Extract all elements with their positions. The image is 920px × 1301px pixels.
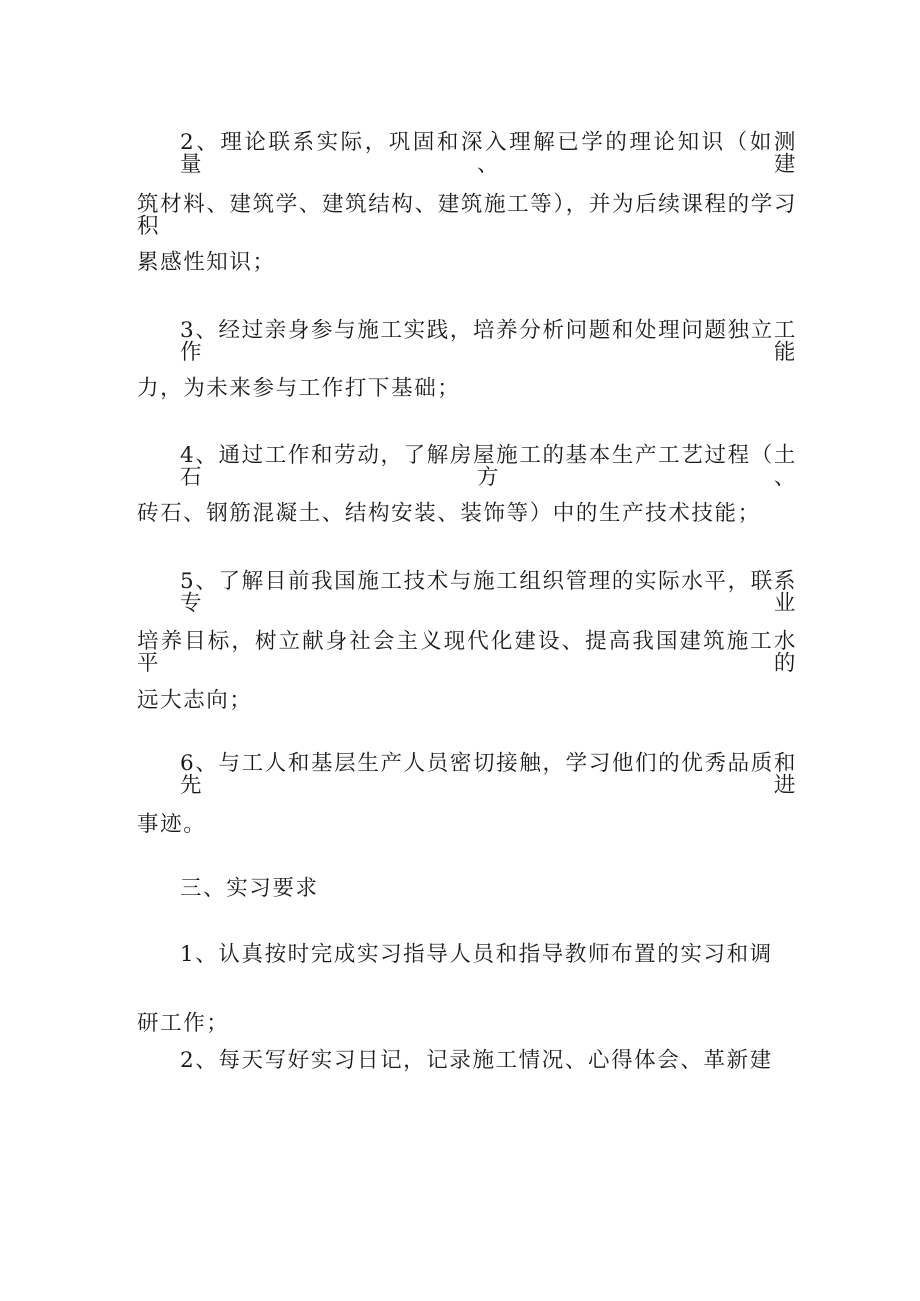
paragraph-5-line-2: 培养目标，树立献身社会主义现代化建设、提高我国建筑施工水平的 <box>137 629 797 676</box>
paragraph-4-line-1: 4、通过工作和劳动，了解房屋施工的基本生产工艺过程（土石方、 <box>180 443 797 490</box>
paragraph-5-line-3: 远大志向； <box>137 688 253 713</box>
paragraph-2-line-3: 累感性知识； <box>137 250 276 275</box>
paragraph-2-line-1: 2、理论联系实际，巩固和深入理解已学的理论知识（如测量、建 <box>180 130 797 177</box>
requirement-2-line-1: 2、每天写好实习日记，记录施工情况、心得体会、革新建 <box>180 1048 773 1073</box>
section-heading: 三、实习要求 <box>180 876 319 901</box>
paragraph-5-line-1: 5、了解目前我国施工技术与施工组织管理的实际水平，联系专业 <box>180 569 797 616</box>
paragraph-3-line-1: 3、经过亲身参与施工实践，培养分析问题和处理问题独立工作能 <box>180 318 797 365</box>
paragraph-3-line-2: 力，为未来参与工作打下基础； <box>137 376 461 401</box>
requirement-1-line-2: 研工作； <box>137 1011 230 1036</box>
requirement-1-line-1: 1、认真按时完成实习指导人员和指导教师布置的实习和调 <box>180 942 773 967</box>
paragraph-2-line-2: 筑材料、建筑学、建筑结构、建筑施工等），并为后续课程的学习积 <box>137 192 797 239</box>
paragraph-4-line-2: 砖石、钢筋混凝土、结构安装、装饰等）中的生产技术技能； <box>137 501 761 526</box>
paragraph-6-line-2: 事迹。 <box>137 812 207 837</box>
paragraph-6-line-1: 6、与工人和基层生产人员密切接触，学习他们的优秀品质和先进 <box>180 751 797 798</box>
